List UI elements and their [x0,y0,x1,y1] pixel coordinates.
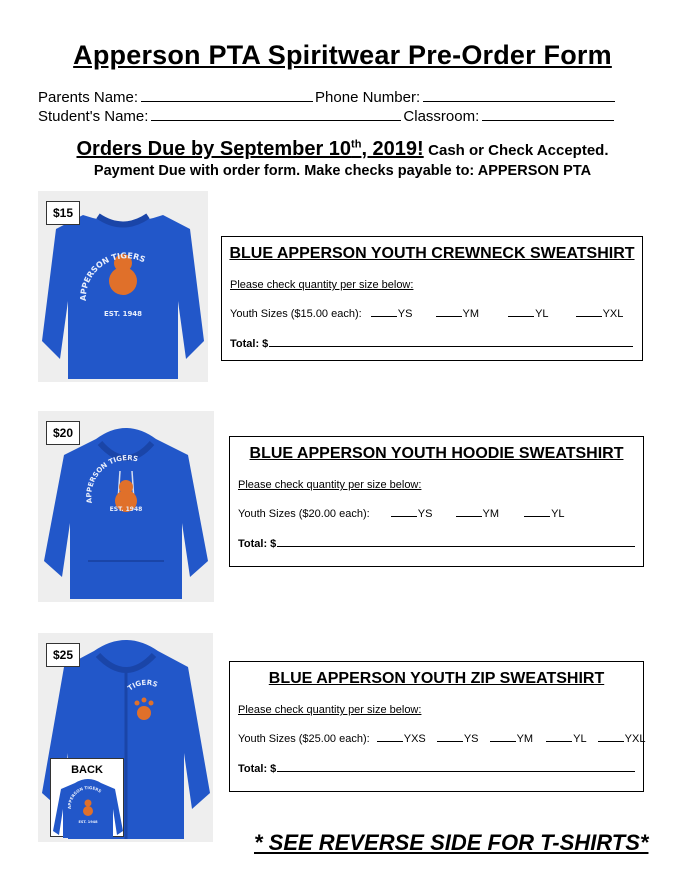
size-option-yl[interactable]: YL [546,733,586,745]
total-field[interactable] [269,346,633,347]
hoodie-order-box [229,436,644,567]
size-row [230,308,623,320]
size-option-ys[interactable]: YS [437,733,479,745]
price-tag: $15 [46,201,80,225]
cash-check-text: Cash or Check Accepted. [428,142,609,159]
total-line [230,338,633,350]
total-label: Total: $ [230,338,269,350]
sizes-label: Youth Sizes ($20.00 each): [238,508,370,520]
hoodie-photo [38,411,214,602]
student-classroom-row [38,108,644,125]
total-label: Total: $ [238,763,277,775]
back-label: BACK [71,764,103,776]
product-title: BLUE APPERSON YOUTH ZIP SWEATSHIRT [268,670,605,687]
sizes-label: Youth Sizes ($15.00 each): [230,308,362,320]
total-line [238,763,635,775]
price-tag: $20 [46,421,80,445]
sizes-label: Youth Sizes ($25.00 each): [238,733,370,745]
total-label: Total: $ [238,538,277,550]
crewneck-order-box [221,236,643,361]
quantity-instruction: Please check quantity per size below: [238,704,422,716]
zip-sweatshirt-photo [38,633,213,842]
students-name-field[interactable] [151,108,401,121]
price-tag: $25 [46,643,80,667]
students-name-label: Student's Name: [38,108,149,125]
parents-name-field[interactable] [141,89,313,102]
classroom-label: Classroom: [403,108,480,125]
size-option-ys[interactable]: YS [391,508,433,520]
page-title: Apperson PTA Spiritwear Pre-Order Form [73,40,612,70]
size-option-yxl[interactable]: YXL [598,733,646,745]
total-field[interactable] [277,546,635,547]
size-row [238,733,645,745]
hoodie-print-est: EST. 1948 [109,506,143,513]
size-option-ym[interactable]: YM [490,733,534,745]
size-option-yxs[interactable]: YXS [377,733,426,745]
product-title: BLUE APPERSON YOUTH HOODIE SWEATSHIRT [249,445,624,462]
parent-phone-row [38,89,644,106]
total-line [238,538,635,550]
orders-due-text: Orders Due by September 10th, 2019! [76,138,424,160]
total-field[interactable] [277,771,635,772]
size-option-ym[interactable]: YM [436,308,480,320]
classroom-field[interactable] [482,108,614,121]
crewneck-print-est: EST. 1948 [103,310,143,318]
zip-back-print-arc: APPERSON TIGERS [66,784,103,810]
size-option-ym[interactable]: YM [456,508,500,520]
crewneck-print-arc: APPERSON TIGERS [78,251,147,302]
phone-number-label: Phone Number: [315,89,421,106]
size-option-yl[interactable]: YL [508,308,548,320]
product-title: BLUE APPERSON YOUTH CREWNECK SWEATSHIRT [229,245,635,262]
parents-name-label: Parents Name: [38,89,139,106]
size-option-yl[interactable]: YL [524,508,564,520]
payment-instructions: Payment Due with order form. Make checks payable to: APPERSON PTA [93,163,592,179]
zip-back-print-est: EST. 1948 [78,820,98,824]
reverse-side-note: * SEE REVERSE SIDE FOR T-SHIRTS* [254,830,649,855]
size-option-ys[interactable]: YS [371,308,413,320]
orders-due-line [0,138,685,161]
size-row [238,508,565,520]
phone-number-field[interactable] [423,89,615,102]
back-view-inset [50,758,124,837]
zip-front-print: TIGERS [126,678,159,693]
quantity-instruction: Please check quantity per size below: [238,479,422,491]
zip-order-box [229,661,644,792]
size-option-yxl[interactable]: YXL [576,308,624,320]
zip-back-icon [51,759,125,838]
hoodie-print-arc: APPERSON TIGERS [85,454,139,504]
crewneck-photo [38,191,208,382]
quantity-instruction: Please check quantity per size below: [230,279,414,291]
